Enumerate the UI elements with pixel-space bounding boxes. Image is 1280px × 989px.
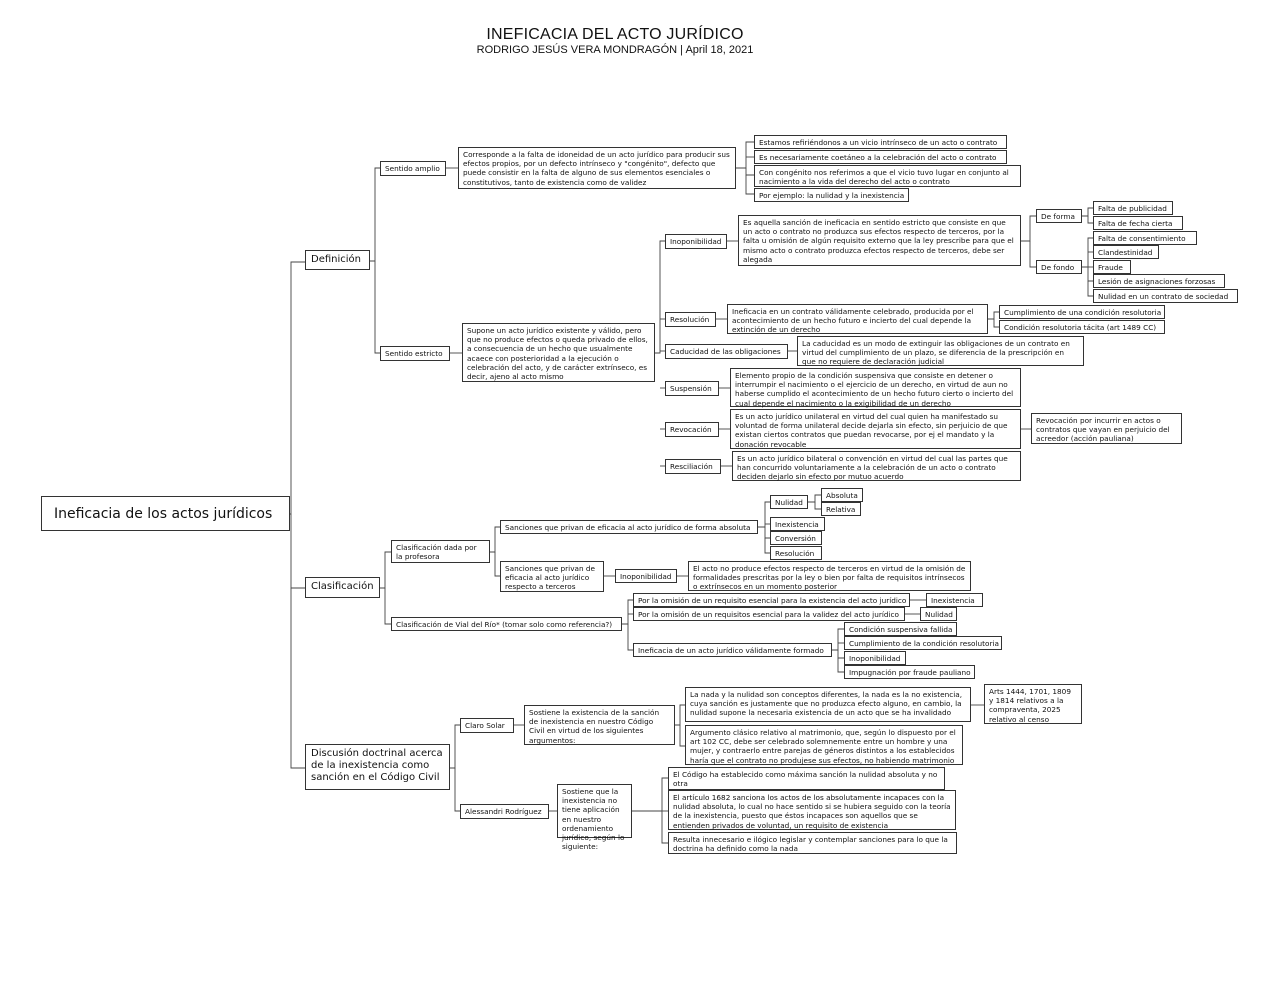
fondo-item: Nulidad en un contrato de sociedad xyxy=(1093,289,1238,303)
resciliacion-node[interactable]: Resciliación xyxy=(665,459,721,474)
caducidad-node[interactable]: Caducidad de las obligaciones xyxy=(665,344,788,359)
resolucion-item: Cumplimiento de una condición resolutoria xyxy=(999,305,1165,319)
suspension-node[interactable]: Suspensión xyxy=(665,381,719,396)
alessandri-arg: El Código ha establecido como máxima sanción la nulidad absoluta y no otra xyxy=(668,767,945,790)
page-subtitle: RODRIGO JESÚS VERA MONDRAGÓN | April 18, 2021 xyxy=(476,44,754,56)
clasificacion-profesora-node[interactable]: Clasificación dada por la profesora xyxy=(391,540,490,563)
root-node[interactable]: Ineficacia de los actos jurídicos xyxy=(41,496,290,531)
claro-solar-arts: Arts 1444, 1701, 1809 y 1814 relativos a la compraventa, 2025 relativo al censo xyxy=(984,684,1082,724)
sentido-amplio-node[interactable]: Sentido amplio xyxy=(380,161,446,176)
alessandri-arg: El artículo 1682 sanciona los actos de los absolutamente incapaces con la nulidad absoluta, lo cual no hace sentido si se hubiera seguido con la teoría de la inexistencia, puesto que éstos incapaces son aquellos que se entienden privados de voluntad, un requisito de existencia xyxy=(668,790,956,830)
fondo-item: Fraude xyxy=(1093,260,1131,274)
inoponibilidad-node[interactable]: Inoponibilidad xyxy=(665,234,727,249)
nulidad-node[interactable]: Nulidad xyxy=(770,495,808,509)
revocacion-note: Revocación por incurrir en actos o contratos que vayan en perjuicio del acreedor (acción pauliana) xyxy=(1031,413,1182,444)
claro-solar-arg: La nada y la nulidad son conceptos diferentes, la nada es la no existencia, cuya sanción es justamente que no produzca efecto alguno, en cambio, la nulidad supone la necesaria existencia de un acto que se ha invalidado xyxy=(685,687,971,722)
vial-ineficacia-node[interactable]: Ineficacia de un acto jurídico válidamente formado xyxy=(633,643,832,657)
amplio-note: Por ejemplo: la nulidad y la inexistencia xyxy=(754,188,909,202)
alessandri-node[interactable]: Alessandri Rodríguez xyxy=(460,804,549,819)
resolucion-node[interactable]: Resolución xyxy=(665,312,716,327)
claro-solar-desc: Sostiene la existencia de la sanción de inexistencia en nuestro Código Civil en virtud de los siguientes argumentos: xyxy=(524,705,675,745)
absoluta-item: Resolución xyxy=(770,546,822,560)
vial-validez-node[interactable]: Por la omisión de un requisitos esencial para la validez del acto jurídico xyxy=(633,607,905,621)
sentido-estricto-desc: Supone un acto jurídico existente y válido, pero que no produce efectos o queda privado de ellos, a consecuencia de un hecho que usualmente acaece con posterioridad a la ejecución o celebración del acto, y de carácter extrínseco, es decir, ajeno al acto mismo xyxy=(462,323,655,382)
amplio-note: Estamos refiriéndonos a un vicio intrínseco de un acto o contrato xyxy=(754,135,1007,149)
clasificacion-node[interactable]: Clasificación xyxy=(305,577,380,598)
alessandri-desc: Sostiene que la inexistencia no tiene aplicación en nuestro ordenamiento jurídico, según lo siguiente: xyxy=(557,784,632,838)
sentido-estricto-node[interactable]: Sentido estricto xyxy=(380,346,450,361)
inoponibilidad-clas-node[interactable]: Inoponibilidad xyxy=(615,569,677,583)
vial-ineficacia-item: Cumplimiento de la condición resolutoria xyxy=(844,636,1002,650)
claro-solar-arg: Argumento clásico relativo al matrimonio, que, según lo dispuesto por el art 102 CC, debe ser celebrado solemnemente entre un hombre y una mujer, y contraerlo entre parejas de géneros distintos a los establecidos haría que el contrato no produjese sus efectos, no habiendo matrimonio xyxy=(685,725,963,765)
definicion-node[interactable]: Definición xyxy=(305,250,370,270)
vial-ineficacia-item: Impugnación por fraude pauliano xyxy=(844,665,975,679)
vial-ineficacia-item: Condición suspensiva fallida xyxy=(844,622,957,636)
sanciones-absoluta-node[interactable]: Sanciones que privan de eficacia al acto jurídico de forma absoluta xyxy=(500,520,758,534)
sentido-amplio-desc: Corresponde a la falta de idoneidad de un acto jurídico para producir sus efectos propios, por un defecto intrínseco y "congénito", defecto que puede consistir en la falta de alguno de sus elementos esenciales o constitutivos, tanto de existencia como de validez xyxy=(458,147,736,189)
fondo-item: Clandestinidad xyxy=(1093,245,1159,259)
suspension-desc: Elemento propio de la condición suspensiva que consiste en detener o interrumpir el nacimiento o el ejercicio de un derecho, en virtud de aun no haberse cumplido el acontecimiento de un hecho futuro cierto o incierto del cual depende el nacimiento o la exigibilidad de un derecho xyxy=(730,368,1021,407)
fondo-item: Lesión de asignaciones forzosas xyxy=(1093,274,1225,288)
vial-existencia-item: Inexistencia xyxy=(926,593,983,607)
forma-item: Falta de publicidad xyxy=(1093,201,1173,215)
inoponibilidad-clas-desc: El acto no produce efectos respecto de terceros en virtud de la omisión de formalidades prescritas por la ley o bien por falta de requisitos intrínsecos o extrínsecos en un momento posterior xyxy=(688,561,971,591)
nulidad-item: Relativa xyxy=(821,502,861,516)
absoluta-item: Conversión xyxy=(770,531,822,545)
claro-solar-node[interactable]: Claro Solar xyxy=(460,718,514,733)
vial-ineficacia-item: Inoponibilidad xyxy=(844,651,906,665)
fondo-item: Falta de consentimiento xyxy=(1093,231,1197,245)
resciliacion-desc: Es un acto jurídico bilateral o convención en virtud del cual las partes que han concurrido voluntariamente a la celebración de un acto o contrato deciden dejarlo sin efecto por mutuo acuerdo xyxy=(732,451,1021,481)
page-title: INEFICACIA DEL ACTO JURÍDICO xyxy=(486,26,744,43)
discusion-node[interactable]: Discusión doctrinal acerca de la inexistencia como sanción en el Código Civil xyxy=(305,744,450,790)
clasificacion-vial-node[interactable]: Clasificación de Vial del Río* (tomar solo como referencia?) xyxy=(391,617,622,631)
inoponibilidad-desc: Es aquella sanción de ineficacia en sentido estricto que consiste en que un acto o contrato no produzca sus efectos respecto de terceros, por la falta u omisión de algún requisito externo que la ley prescribe para que el mismo acto o contrato produzca efectos respecto de terceros, debe ser alegada xyxy=(738,215,1021,266)
resolucion-item: Condición resolutoria tácita (art 1489 CC) xyxy=(999,320,1165,334)
vial-validez-item: Nulidad xyxy=(920,607,957,621)
forma-item: Falta de fecha cierta xyxy=(1093,216,1183,230)
absoluta-item: Inexistencia xyxy=(770,517,825,531)
resolucion-desc: Ineficacia en un contrato válidamente celebrado, producida por el acontecimiento de un hecho futuro e incierto del cual depende la extinción de un derecho xyxy=(727,304,988,334)
sanciones-terceros-node[interactable]: Sanciones que privan de eficacia al acto jurídico respecto a terceros xyxy=(500,561,604,592)
revocacion-node[interactable]: Revocación xyxy=(665,422,719,437)
caducidad-desc: La caducidad es un modo de extinguir las obligaciones de un contrato en virtud del cumplimiento de un plazo, se diferencia de la prescripción en que no requiere de declaración judicial xyxy=(797,336,1084,366)
de-forma-node[interactable]: De forma xyxy=(1036,209,1082,223)
nulidad-item: Absoluta xyxy=(821,488,863,502)
alessandri-arg: Resulta innecesario e ilógico legislar y contemplar sanciones para lo que la doctrina ha definido como la nada xyxy=(668,832,957,854)
amplio-note: Es necesariamente coetáneo a la celebración del acto o contrato xyxy=(754,150,1007,164)
revocacion-desc: Es un acto jurídico unilateral en virtud del cual quien ha manifestado su voluntad de forma unilateral decide dejarla sin efecto, sin perjuicio de que existan ciertos contratos que puedan revocarse, por ej el mandato y la donación revocable xyxy=(730,409,1021,449)
de-fondo-node[interactable]: De fondo xyxy=(1036,260,1082,274)
amplio-note: Con congénito nos referimos a que el vicio tuvo lugar en conjunto al nacimiento a la vida del derecho del acto o contrato xyxy=(754,165,1021,187)
vial-existencia-node[interactable]: Por la omisión de un requisito esencial para la existencia del acto jurídico xyxy=(633,593,910,607)
